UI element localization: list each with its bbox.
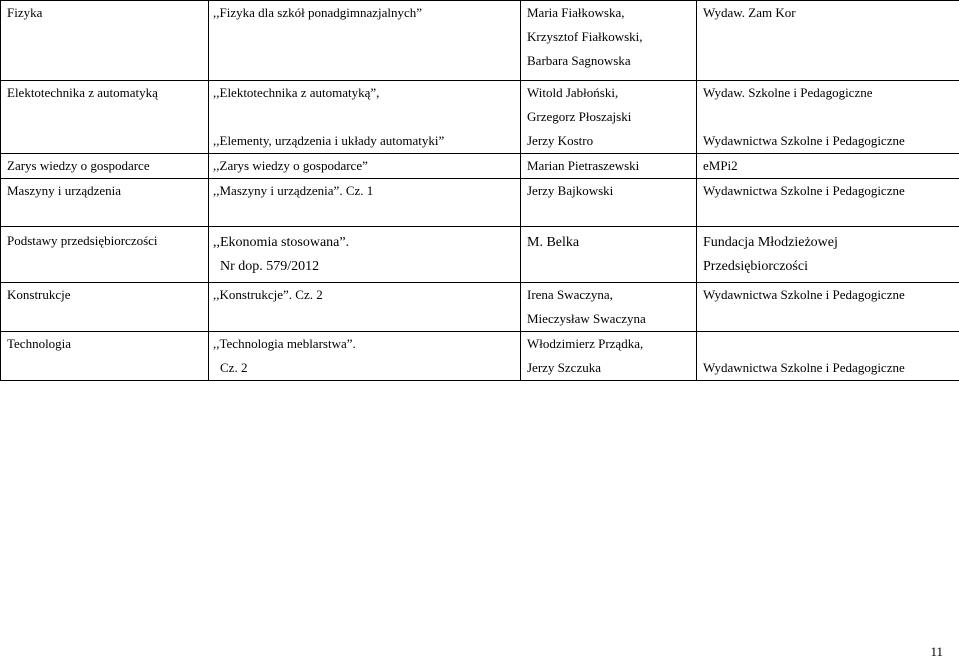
subject-cell: [1, 283, 209, 332]
title-text: ,,Maszyny i urządzenia”. Cz. 1: [213, 179, 520, 203]
table-row: [1, 179, 959, 227]
author-text: Barbara Sagnowska: [527, 49, 696, 73]
title-cell: [209, 81, 521, 154]
subject-text: Elektotechnika z automatyką: [7, 81, 208, 105]
title-subtext: Nr dop. 579/2012: [213, 255, 520, 279]
subject-cell: [1, 227, 209, 283]
subject-text: Fizyka: [7, 1, 208, 25]
subject-text: Technologia: [7, 332, 208, 356]
publisher-cell: [697, 81, 959, 154]
title-text: ,,Zarys wiedzy o gospodarce”: [213, 154, 520, 178]
publisher-cell: [697, 332, 959, 381]
author-text: Włodzimierz Prządka,: [527, 332, 696, 356]
subject-text: Konstrukcje: [7, 283, 208, 307]
title-text: ,,Konstrukcje”. Cz. 2: [213, 283, 520, 307]
table-row: [1, 332, 959, 381]
publisher-text: Wydawnictwa Szkolne i Pedagogiczne: [703, 283, 959, 307]
subject-cell: [1, 81, 209, 154]
publisher-subtext: Przedsiębiorczości: [703, 255, 959, 279]
publisher-cell: [697, 227, 959, 283]
publisher-text: Wydaw. Zam Kor: [703, 1, 959, 25]
table-row: [1, 154, 959, 179]
subject-cell: [1, 1, 209, 81]
author-text: Jerzy Szczuka: [527, 356, 696, 380]
author-text: Mieczysław Swaczyna: [527, 307, 696, 331]
subject-text: Zarys wiedzy o gospodarce: [7, 154, 208, 178]
authors-cell: [521, 154, 697, 179]
title-cell: [209, 179, 521, 227]
author-text: Witold Jabłoński,: [527, 81, 696, 105]
subject-cell: [1, 332, 209, 381]
authors-cell: [521, 227, 697, 283]
subject-text: Podstawy przedsiębiorczości: [7, 229, 208, 253]
table-row: [1, 227, 959, 283]
publisher-text: eMPi2: [703, 154, 959, 178]
publisher-subtext: Wydawnictwa Szkolne i Pedagogiczne: [703, 129, 959, 153]
title-cell: [209, 1, 521, 81]
authors-cell: [521, 1, 697, 81]
author-text: Jerzy Kostro: [527, 129, 696, 153]
publisher-text: Fundacja Młodzieżowej: [703, 231, 959, 255]
author-text: Maria Fiałkowska,: [527, 1, 696, 25]
author-text: Grzegorz Płoszajski: [527, 105, 696, 129]
publisher-text: Wydawnictwa Szkolne i Pedagogiczne: [703, 356, 959, 380]
title-text: ,,Fizyka dla szkół ponadgimnazjalnych”: [213, 1, 520, 25]
title-subtext: ,,Elementy, urządzenia i układy automatyki”: [213, 129, 520, 153]
title-cell: [209, 332, 521, 381]
publisher-cell: [697, 1, 959, 81]
table-row: [1, 1, 959, 81]
authors-cell: [521, 179, 697, 227]
title-text: ,,Ekonomia stosowana”.: [213, 231, 520, 255]
subject-cell: [1, 154, 209, 179]
page-number: 11: [930, 644, 943, 660]
title-cell: [209, 283, 521, 332]
publisher-text: Wydaw. Szkolne i Pedagogiczne: [703, 81, 959, 105]
author-text: Irena Swaczyna,: [527, 283, 696, 307]
author-text: Marian Pietraszewski: [527, 154, 696, 178]
subject-cell: [1, 179, 209, 227]
table-row: [1, 283, 959, 332]
publisher-cell: [697, 179, 959, 227]
title-text: ,,Elektotechnika z automatyką”,: [213, 81, 520, 105]
subject-text: Maszyny i urządzenia: [7, 179, 208, 203]
title-cell: [209, 154, 521, 179]
publisher-cell: [697, 283, 959, 332]
title-cell: [209, 227, 521, 283]
table-row: [1, 81, 959, 154]
title-text: ,,Technologia meblarstwa”.: [213, 332, 520, 356]
authors-cell: [521, 81, 697, 154]
title-subtext: Cz. 2: [213, 356, 520, 380]
publisher-cell: [697, 154, 959, 179]
author-text: M. Belka: [527, 231, 696, 255]
publisher-text: Wydawnictwa Szkolne i Pedagogiczne: [703, 179, 959, 203]
authors-cell: [521, 332, 697, 381]
author-text: Jerzy Bajkowski: [527, 179, 696, 203]
author-text: Krzysztof Fiałkowski,: [527, 25, 696, 49]
authors-cell: [521, 283, 697, 332]
